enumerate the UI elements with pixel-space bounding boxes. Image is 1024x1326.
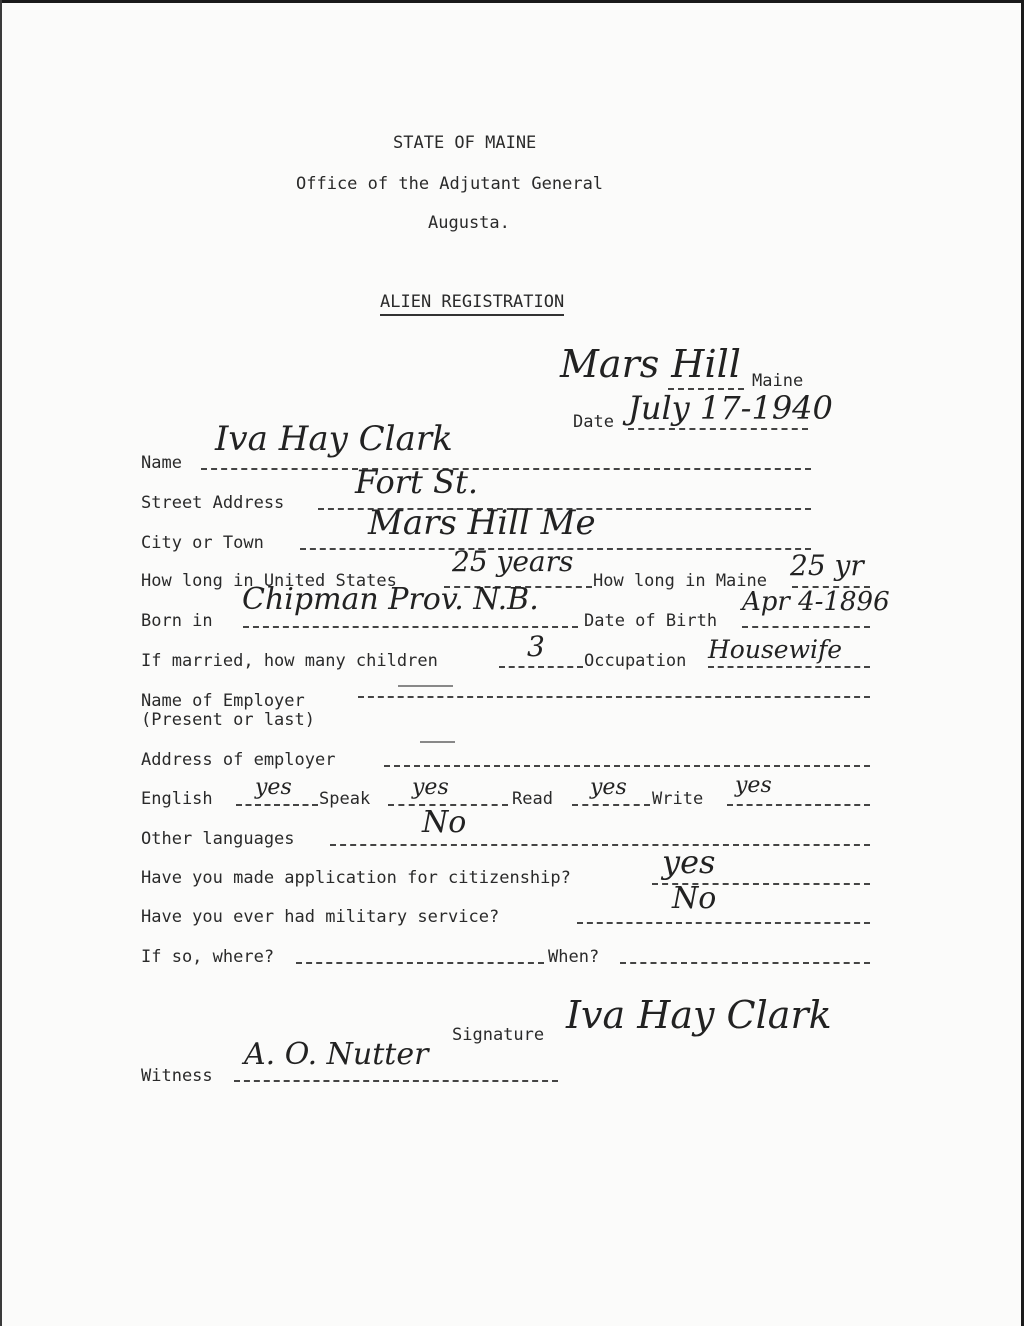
read-line bbox=[572, 804, 650, 806]
label-name: Name bbox=[141, 453, 182, 473]
label-speak: Speak bbox=[319, 789, 371, 809]
label-english: English bbox=[141, 789, 213, 809]
label-witness: Witness bbox=[141, 1066, 213, 1086]
label-citizenship: Have you made application for citizenship? bbox=[141, 868, 571, 888]
date-line bbox=[628, 428, 808, 430]
header-state: STATE OF MAINE bbox=[393, 133, 537, 153]
label-city: City or Town bbox=[141, 533, 264, 553]
label-date: Date bbox=[573, 412, 614, 432]
header-city: Augusta. bbox=[428, 213, 510, 233]
write-line bbox=[727, 804, 870, 806]
label-how-long-maine: How long in Maine bbox=[593, 571, 767, 591]
english-line bbox=[236, 804, 318, 806]
hw-occupation: Housewife bbox=[708, 635, 843, 664]
label-married-children: If married, how many children bbox=[141, 651, 438, 671]
other-languages-line bbox=[330, 844, 870, 846]
hw-town: Mars Hill bbox=[560, 342, 741, 386]
label-maine: Maine bbox=[752, 371, 804, 391]
military-line bbox=[577, 922, 870, 924]
witness-line bbox=[234, 1080, 558, 1082]
employer-address-line bbox=[384, 765, 870, 767]
scan-edge-top bbox=[0, 0, 1024, 3]
label-employer: Name of Employer bbox=[141, 691, 305, 711]
employer-address-blank-mark bbox=[420, 741, 455, 743]
hw-english: yes bbox=[255, 775, 292, 800]
hw-name: Iva Hay Clark bbox=[215, 419, 453, 459]
employer-blank-mark bbox=[398, 685, 453, 687]
hw-military: No bbox=[672, 881, 717, 916]
hw-speak: yes bbox=[412, 775, 449, 800]
hw-read: yes bbox=[590, 775, 627, 800]
occupation-line bbox=[708, 666, 870, 668]
scan-edge-left bbox=[0, 0, 2, 1326]
hw-signature: Iva Hay Clark bbox=[566, 993, 832, 1037]
form-title: ALIEN REGISTRATION bbox=[380, 292, 564, 316]
hw-city: Mars Hill Me bbox=[368, 503, 596, 543]
hw-years-maine: 25 yr bbox=[790, 549, 864, 582]
header-office: Office of the Adjutant General bbox=[296, 174, 604, 194]
label-write: Write bbox=[652, 789, 704, 809]
name-line bbox=[201, 468, 811, 470]
hw-witness: A. O. Nutter bbox=[244, 1037, 429, 1072]
hw-date-of-birth: Apr 4-1896 bbox=[742, 587, 890, 617]
label-read: Read bbox=[512, 789, 553, 809]
hw-street: Fort St. bbox=[355, 463, 478, 501]
label-how-long-us: How long in United States bbox=[141, 571, 397, 591]
when-line bbox=[620, 962, 870, 964]
where-line bbox=[296, 962, 544, 964]
label-occupation: Occupation bbox=[584, 651, 687, 671]
label-employer-note: (Present or last) bbox=[141, 710, 315, 730]
label-street: Street Address bbox=[141, 493, 285, 513]
born-line bbox=[243, 626, 578, 628]
label-signature: Signature bbox=[452, 1025, 545, 1045]
label-other-languages: Other languages bbox=[141, 829, 295, 849]
hw-citizenship: yes bbox=[662, 843, 716, 881]
hw-date: July 17-1940 bbox=[628, 389, 833, 427]
label-born-in: Born in bbox=[141, 611, 213, 631]
hw-other-languages: No bbox=[422, 805, 467, 840]
children-line bbox=[499, 666, 583, 668]
employer-line bbox=[358, 696, 870, 698]
label-when: When? bbox=[548, 947, 600, 967]
label-military: Have you ever had military service? bbox=[141, 907, 500, 927]
label-if-so: If so, where? bbox=[141, 947, 275, 967]
label-employer-address: Address of employer bbox=[141, 750, 336, 770]
hw-years-us: 25 years bbox=[452, 545, 574, 578]
dob-line bbox=[742, 626, 870, 628]
hw-write: yes bbox=[735, 773, 772, 798]
hw-born-in: Chipman Prov. N.B. bbox=[242, 582, 539, 617]
hw-children: 3 bbox=[527, 630, 545, 663]
label-date-of-birth: Date of Birth bbox=[584, 611, 718, 631]
